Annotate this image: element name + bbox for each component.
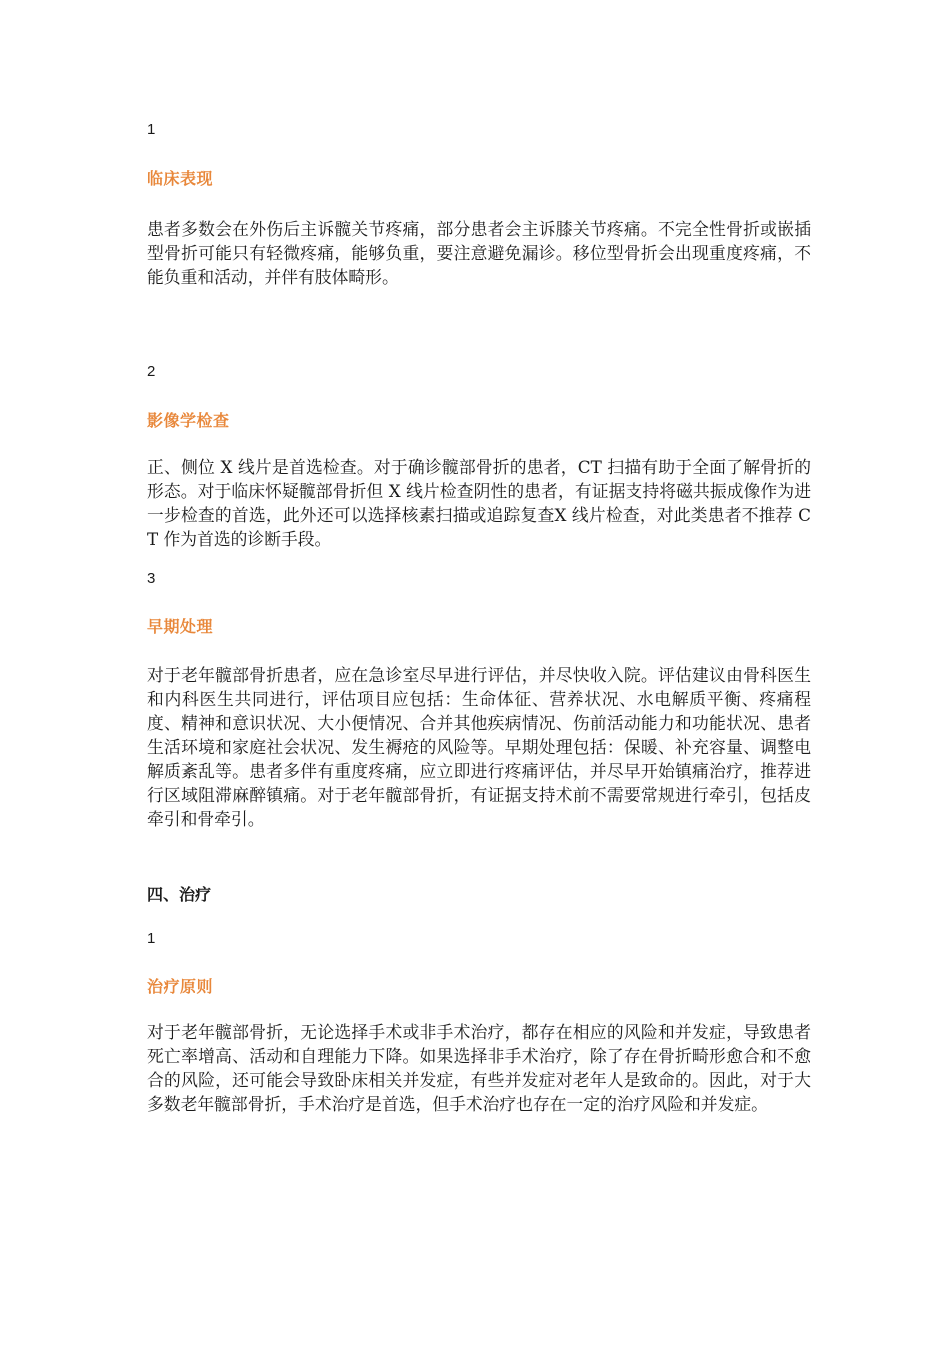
subheading-imaging: 影像学检查 <box>147 411 230 430</box>
subheading-treatment-principle: 治疗原则 <box>147 977 214 996</box>
paragraph-early-treatment: 对于老年髋部骨折患者，应在急诊室尽早进行评估，并尽快收入院。评估建议由骨科医生和内科医生共同进行，评估项目应包括：生命体征、营养状况、水电解质平衡、疼痛程度、精神和意识状况、大小便情况、合并其他疾病情况、伤前活动能力和功能状况、患者生活环境和家庭社会状况、发生褥疮的风险等。早期处理包括：保暖、补充容量、调整电解质紊乱等。患者多伴有重度疼痛，应立即进行疼痛评估，并尽早开始镇痛治疗，推荐进行区域阻滞麻醉镇痛。对于老年髋部骨折，有证据支持术前不需要常规进行牵引，包括皮牵引和骨牵引。 <box>147 665 811 829</box>
paragraph-treatment-principle: 对于老年髋部骨折，无论选择手术或非手术治疗，都存在相应的风险和并发症，导致患者死亡率增高、活动和自理能力下降。如果选择非手术治疗，除了存在骨折畸形愈合和不愈合的风险，还可能会导致卧床相关并发症，有些并发症对老年人是致命的。因此，对于大多数老年髋部骨折，手术治疗是首选，但手术治疗也存在一定的治疗风险和并发症。 <box>147 1022 811 1114</box>
paragraph-imaging: 正、侧位 X 线片是首选检查。对于确诊髋部骨折的患者，CT 扫描有助于全面了解骨折的形态。对于临床怀疑髋部骨折但 X 线片检查阴性的患者，有证据支持将磁共振成像作为进一步检查的首选，此外还可以选择核素扫描或追踪复查X 线片检查，对此类患者不推荐 CT 作为首选的诊断手段。 <box>147 457 811 549</box>
paragraph-clinical: 患者多数会在外伤后主诉髋关节疼痛，部分患者会主诉膝关节疼痛。不完全性骨折或嵌插型骨折可能只有轻微疼痛，能够负重，要注意避免漏诊。移位型骨折会出现重度疼痛，不能负重和活动，并伴有肢体畸形。 <box>147 219 811 287</box>
item-number: 1 <box>147 930 156 947</box>
item-number: 3 <box>147 570 156 587</box>
subheading-clinical: 临床表现 <box>147 169 214 188</box>
subheading-early-treatment: 早期处理 <box>147 617 214 636</box>
section-title: 四、治疗 <box>147 885 212 904</box>
item-number: 1 <box>147 121 156 138</box>
item-number: 2 <box>147 363 156 380</box>
